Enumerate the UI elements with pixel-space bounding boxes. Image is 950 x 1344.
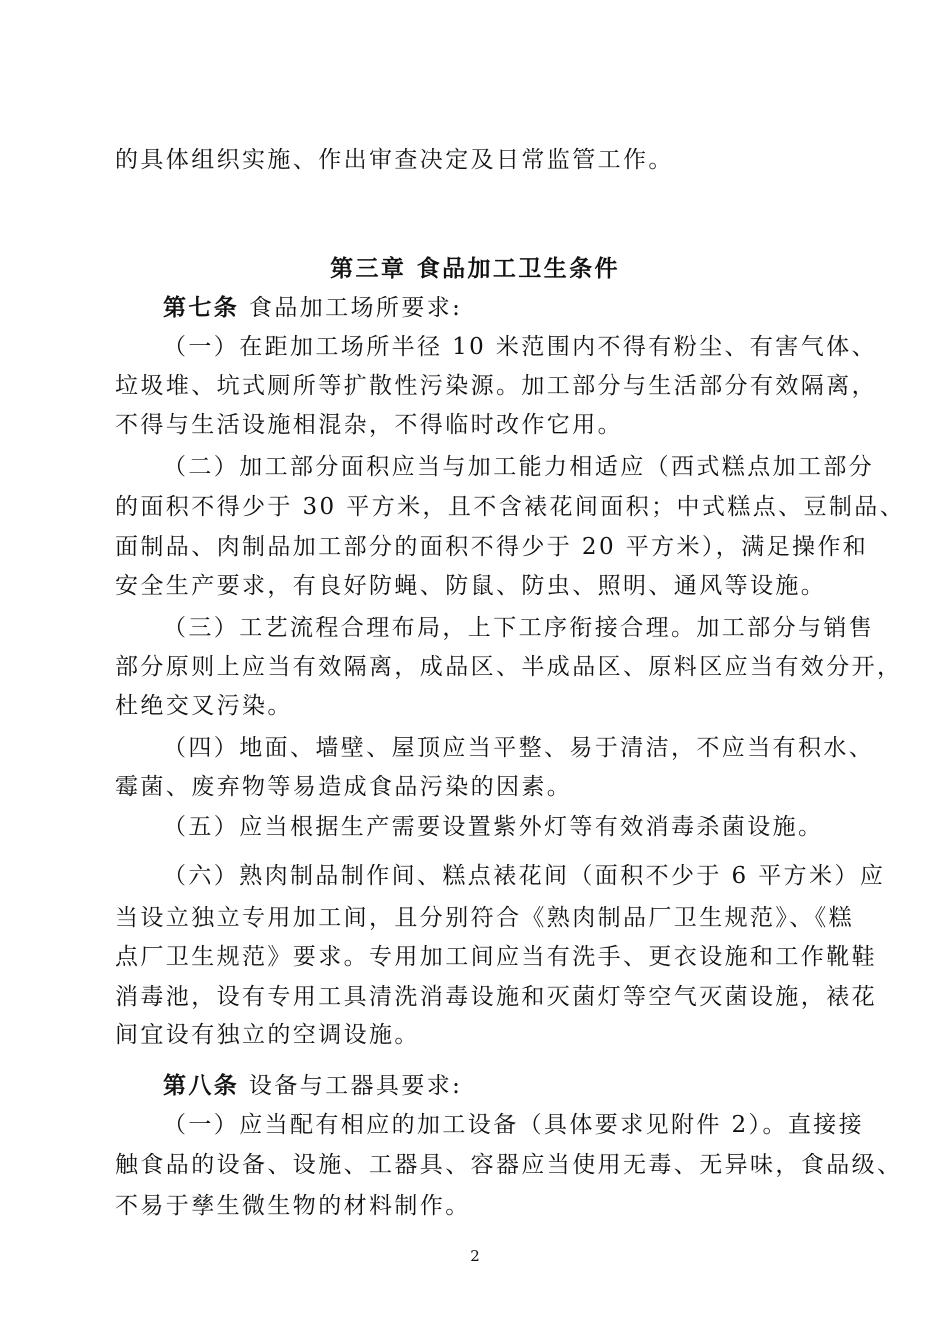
paragraph-line: 不得与生活设施相混杂，不得临时改作它用。: [115, 412, 623, 438]
paragraph-line: 霉菌、废弃物等易造成食品污染的因素。: [115, 774, 573, 800]
paragraph-line: 的面积不得少于 30 平方米，且不含裱花间面积；中式糕点、豆制品、: [115, 494, 906, 520]
paragraph-line: 杜绝交叉污染。: [115, 693, 293, 719]
article7-label: 第七条: [163, 294, 240, 321]
paragraph-line: 消毒池，设有专用工具清洗消毒设施和灭菌灯等空气灭菌设施，裱花: [115, 984, 877, 1010]
page-number: 2: [470, 1247, 480, 1265]
article7-heading: 食品加工场所要求:: [248, 295, 463, 321]
paragraph-line: （三）工艺流程合理布局，上下工序衔接合理。加工部分与销售: [163, 615, 875, 641]
paragraph-line: 间宜设有独立的空调设施。: [115, 1022, 420, 1048]
paragraph-line: 安全生产要求，有良好防蝇、防鼠、防虫、照明、通风等设施。: [115, 573, 827, 599]
paragraph-line: （一）应当配有相应的加工设备（具体要求见附件 2）。直接接: [163, 1112, 865, 1138]
paragraph-line: 当设立独立专用加工间，且分别符合《熟肉制品厂卫生规范》、《糕: [115, 905, 854, 931]
paragraph-line: （一）在距加工场所半径 10 米范围内不得有粉尘、有害气体、: [163, 334, 877, 360]
paragraph-line: （六）熟肉制品制作间、糕点裱花间（面积不少于 6 平方米）应: [163, 863, 886, 889]
paragraph-line: 不易于孳生微生物的材料制作。: [115, 1193, 471, 1219]
chapter-title: 第三章 食品加工卫生条件: [330, 255, 620, 282]
paragraph-line: 部分原则上应当有效隔离，成品区、半成品区、原料区应当有效分开，: [115, 654, 903, 680]
paragraph-line: 面制品、肉制品加工部分的面积不得少于 20 平方米），满足操作和: [115, 534, 869, 560]
article8-heading: 设备与工器具要求:: [248, 1073, 463, 1099]
paragraph-line: （二）加工部分面积应当与加工能力相适应（西式糕点加工部分: [163, 454, 875, 480]
article8-heading-line: [163, 1071, 462, 1101]
article8-label: 第八条: [163, 1072, 240, 1099]
paragraph-line: 触食品的设备、设施、工器具、容器应当使用无毒、无异味，食品级、: [115, 1152, 903, 1178]
paragraph-line: 点厂卫生规范》要求。专用加工间应当有洗手、更衣设施和工作靴鞋: [115, 944, 877, 970]
paragraph-line: 垃圾堆、坑式厕所等扩散性污染源。加工部分与生活部分有效隔离，: [115, 373, 877, 399]
intro-line: 的具体组织实施、作出审查决定及日常监管工作。: [115, 147, 674, 173]
paragraph-line: （四）地面、墙壁、屋顶应当平整、易于清洁，不应当有积水、: [163, 735, 875, 761]
article7-heading-line: [163, 293, 462, 323]
paragraph-line: （五）应当根据生产需要设置紫外灯等有效消毒杀菌设施。: [163, 814, 824, 840]
